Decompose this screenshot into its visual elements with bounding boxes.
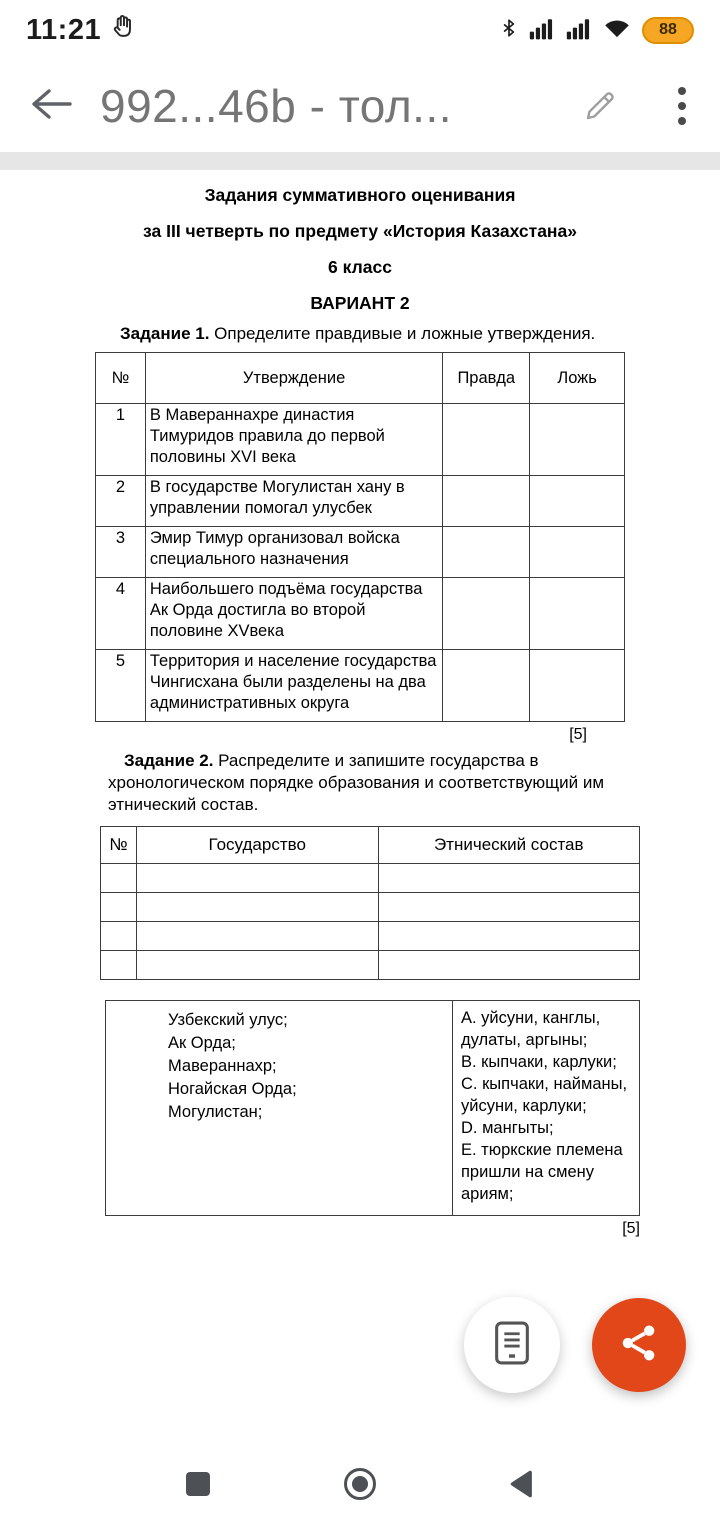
task2-score: [5] [622, 1220, 640, 1237]
battery-percent: 88 [659, 21, 677, 38]
answer-cell-true [443, 578, 530, 650]
glove-mode-icon [111, 14, 135, 47]
row-number: 3 [96, 527, 146, 578]
answer-cell-false [530, 404, 625, 476]
back-button[interactable] [28, 87, 74, 126]
task1-table [95, 352, 625, 722]
answer-cell-true [443, 404, 530, 476]
answer-cell-false [530, 527, 625, 578]
col-number: № [96, 353, 146, 404]
table-row [96, 650, 625, 722]
row-number: 4 [96, 578, 146, 650]
doc-heading-line: Задания суммативного оценивания [204, 185, 516, 205]
empty-row [101, 893, 640, 922]
table-row [96, 476, 625, 527]
match-option: В. кыпчаки, карлуки; [461, 1053, 617, 1071]
col-ethnic: Этнический состав [378, 827, 640, 864]
row-statement: Наибольшего подъёма государства Ак Орда достигла во второй половине XVвека [145, 578, 442, 650]
document-title: 992...46b - тол... [100, 80, 453, 132]
col-true: Правда [443, 353, 530, 404]
answer-cell-false [530, 578, 625, 650]
answer-cell-false [530, 476, 625, 527]
edit-button[interactable] [582, 88, 618, 124]
header-divider [0, 152, 720, 170]
match-options-cell [453, 1001, 640, 1216]
task2-instruction [108, 750, 640, 816]
overflow-menu-button[interactable] [672, 81, 692, 131]
col-number: № [101, 827, 137, 864]
match-option: С. кыпчаки, найманы, уйсуни, карлуки; [461, 1075, 628, 1115]
task2-text: Распределите и запишите государства в хронологическом порядке образования и соответствующий им этнический состав. [108, 751, 605, 814]
match-state: Мавераннахр; [168, 1057, 277, 1075]
table-row [96, 527, 625, 578]
android-back-button[interactable] [502, 1464, 542, 1504]
match-option: Е. тюркские племена пришли на смену ариям; [461, 1141, 623, 1203]
answer-cell-false [530, 650, 625, 722]
task2-label: Задание 2. [124, 751, 214, 770]
col-state: Государство [136, 827, 378, 864]
task1-label: Задание 1. [120, 324, 210, 343]
row-number: 2 [96, 476, 146, 527]
recents-button[interactable] [178, 1464, 218, 1504]
share-icon [616, 1320, 662, 1371]
document-page [0, 170, 720, 1456]
doc-heading-line: ВАРИАНТ 2 [310, 293, 410, 313]
cellular-signal-icon-sim1 [529, 15, 555, 46]
row-statement: Территория и население государства Чингисхана были разделены на два административных округа [145, 650, 442, 722]
match-option: D. мангыты; [461, 1119, 554, 1137]
task1-text: Определите правдивые и ложные утверждения. [209, 324, 596, 343]
table-row [96, 578, 625, 650]
match-state: Могулистан; [168, 1103, 263, 1121]
doc-heading-line: за III четверть по предмету «История Казахстана» [143, 221, 577, 241]
status-bar [0, 0, 720, 60]
task2-header-row [101, 827, 640, 864]
share-fab[interactable] [592, 1298, 686, 1392]
bluetooth-icon [500, 15, 518, 46]
empty-row [101, 864, 640, 893]
col-false: Ложь [530, 353, 625, 404]
home-button[interactable] [340, 1464, 380, 1504]
task1-instruction [120, 323, 630, 345]
task1-score: [5] [569, 726, 587, 743]
row-number: 5 [96, 650, 146, 722]
answer-cell-true [443, 476, 530, 527]
col-statement: Утверждение [145, 353, 442, 404]
status-time: 11:21 [26, 13, 102, 46]
task2-table [100, 826, 640, 980]
battery-indicator [642, 17, 694, 44]
reader-mode-fab[interactable] [464, 1297, 560, 1393]
row-statement: В Мавераннахре династия Тимуридов правила до первой половины XVI века [145, 404, 442, 476]
row-statement: Эмир Тимур организовал войска специального назначения [145, 527, 442, 578]
doc-heading-line: 6 класс [328, 257, 392, 277]
task1-header-row [96, 353, 625, 404]
wifi-icon [603, 17, 631, 44]
match-state: Узбекский улус; [168, 1011, 288, 1029]
empty-row [101, 951, 640, 980]
row-statement: В государстве Могулистан хану в управлении помогал улусбек [145, 476, 442, 527]
answer-cell-true [443, 650, 530, 722]
empty-row [101, 922, 640, 951]
match-state: Ак Орда; [168, 1034, 236, 1052]
document-reader-icon [492, 1320, 532, 1371]
app-header [0, 60, 720, 152]
match-state: Ногайская Орда; [168, 1080, 297, 1098]
system-nav-bar [0, 1448, 720, 1520]
answer-cell-true [443, 527, 530, 578]
match-option: А. уйсуни, канглы, дулаты, аргыны; [461, 1009, 601, 1049]
cellular-signal-icon-sim2 [566, 15, 592, 46]
match-states-cell [106, 1001, 453, 1216]
task2-match-table [105, 1000, 640, 1216]
table-row [96, 404, 625, 476]
row-number: 1 [96, 404, 146, 476]
